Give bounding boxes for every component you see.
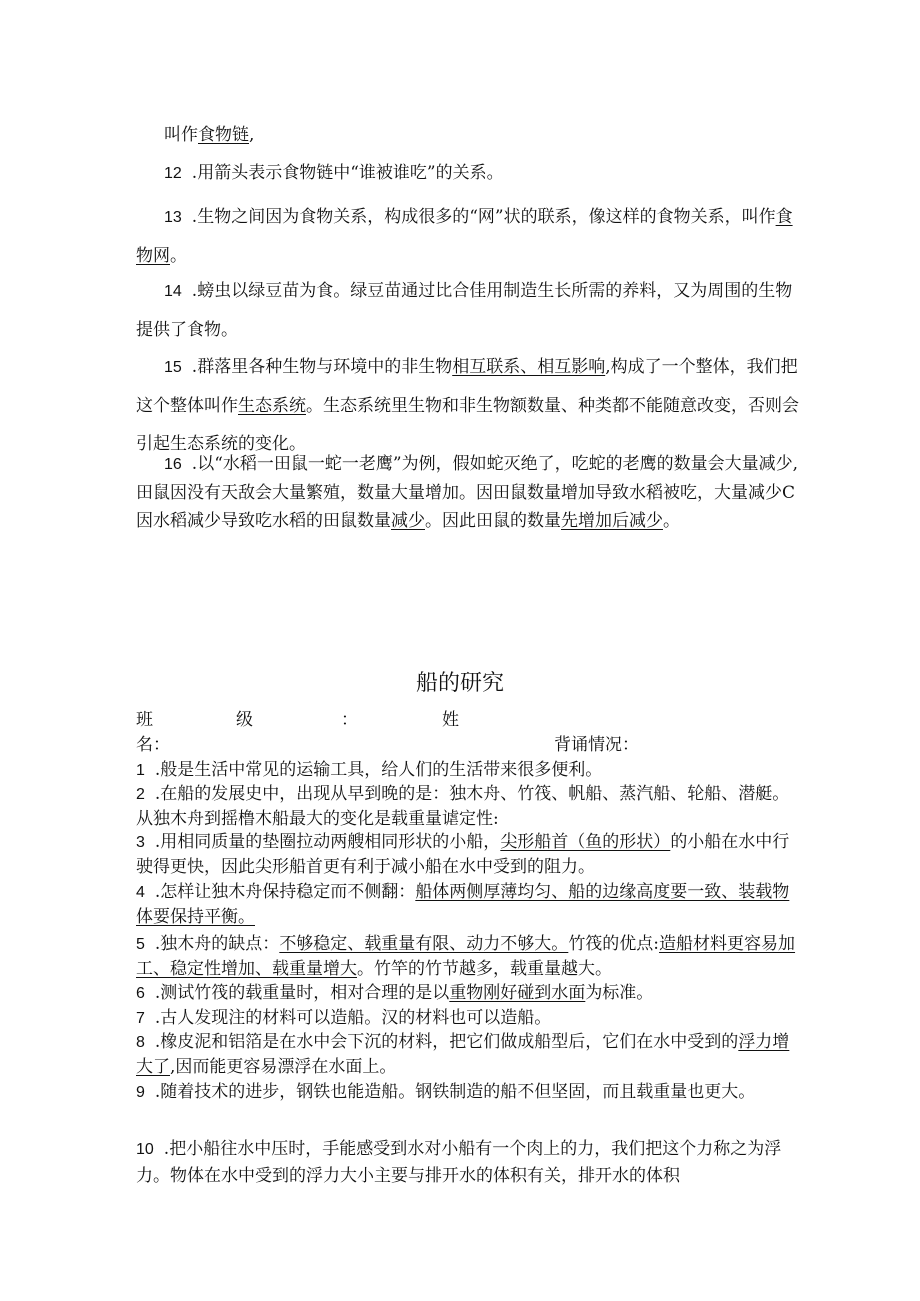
- text: 竹筏的优点:: [568, 934, 660, 954]
- text: 的小船在水中行驶得更快，因此尖形船首更有利于减小船在水中受到的阻力。: [136, 832, 790, 877]
- text: .随着技术的进步，钢铁也能造船。钢铁制造的船不但坚固，而且载重量也更大。: [154, 1082, 756, 1102]
- item-number: 10: [136, 1141, 154, 1158]
- text: 。生态系统里生物和非生物额数量、种类都不能随意改变，否则会引起生态系统的变化。: [136, 396, 799, 454]
- label-name: 名：: [136, 735, 170, 755]
- text: 。竹竿的竹节越多，载重量越大。: [357, 959, 612, 979]
- answer-underlined: 食物链: [198, 125, 249, 145]
- item-number: 2: [136, 786, 145, 803]
- item-3: [136, 830, 806, 879]
- answer-underlined: 相互联系、相互影响: [452, 357, 606, 377]
- item-number: 7: [136, 1010, 145, 1027]
- answer-underlined: 食物网: [136, 207, 793, 266]
- answer-underlined: 尖形船首（鱼的形状）: [500, 832, 671, 852]
- text: .古人发现注的材料可以造船。汉的材料也可以造船。: [154, 1008, 552, 1028]
- text: 。: [663, 511, 680, 531]
- item-5: [136, 932, 806, 981]
- item-number: 14: [164, 283, 182, 300]
- item-number: 12: [164, 165, 182, 182]
- text: .以“水稻一田鼠一蛇一老鹰”为例，假如蛇灭绝了，吃蛇的老鹰的数量会大量减少,田鼠因没有天敌会大量繁殖，数量大量增加。因田鼠数量增加导致水稻被吃，大量减少C因水稻减少导致吃水稻的田鼠数量: [136, 454, 798, 531]
- item-2: [136, 782, 806, 831]
- item-number: 9: [136, 1084, 145, 1101]
- item-1: [136, 758, 806, 783]
- text: 叫作: [164, 125, 198, 145]
- text: .群落里各种生物与环境中的非生物: [191, 357, 453, 377]
- item-number: 5: [136, 936, 145, 953]
- text: .独木舟的缺点：: [154, 934, 280, 954]
- section-title: 船的研究: [415, 671, 504, 696]
- text: 。: [170, 246, 187, 266]
- text: .般是生活中常见的运输工具，给人们的生活带来很多便利。: [154, 760, 603, 780]
- label-ji: 级: [236, 710, 253, 730]
- label-ban: 班: [136, 710, 153, 730]
- item-number: 8: [136, 1034, 145, 1051]
- paragraph-13: [136, 198, 806, 275]
- item-number: 1: [136, 762, 145, 779]
- paragraph-15: [136, 348, 806, 463]
- label-xing: 姓: [442, 710, 459, 730]
- answer-underlined: 先增加后减少: [561, 511, 663, 531]
- item-7: [136, 1006, 806, 1031]
- text: .怎样让独木舟保持稳定而不侧翻：: [154, 882, 416, 902]
- answer-underlined: 浮力增大了: [136, 1032, 790, 1077]
- label-colon: ：: [341, 710, 358, 730]
- item-number: 3: [136, 834, 145, 851]
- item-4: [136, 880, 806, 929]
- text: 为标准。: [585, 983, 654, 1003]
- paragraph-11-continued: [136, 116, 806, 154]
- info-line-1: [136, 708, 806, 732]
- item-number: 6: [136, 985, 145, 1002]
- text: .用箭头表示食物链中“谁被谁吃”的关系。: [191, 163, 504, 183]
- text: .在船的发展史中，出现从早到晚的是：独木舟、竹筏、帆船、蒸汽船、轮船、潜艇。从独木舟到摇橹木船最大的变化是载重量谑定性:: [136, 784, 790, 829]
- item-8: [136, 1030, 806, 1079]
- text: 。因此田鼠的数量: [425, 511, 561, 531]
- item-number: 13: [164, 209, 182, 226]
- paragraph-16: [136, 450, 806, 535]
- text: .螃虫以绿豆苗为食。绿豆苗通过比合佳用制造生长所需的养料，又为周围的生物提供了食物。: [136, 281, 793, 340]
- item-number: 4: [136, 884, 145, 901]
- text: .测试竹筏的载重量时，相对合理的是以: [154, 983, 450, 1003]
- item-6: [136, 981, 806, 1006]
- text: .把小船往水中压时，手能感受到水对小船有一个肉上的力，我们把这个力称之为浮力。物体在水中受到的浮力大小主要与排开水的体积有关，排开水的体积: [136, 1139, 782, 1186]
- text: .橡皮泥和铝箔是在水中会下沉的材料，把它们做成船型后，它们在水中受到的: [154, 1032, 739, 1052]
- answer-underlined: 不够稳定、载重量有限、动力不够大。: [279, 934, 569, 954]
- answer-underlined: 船体两侧厚薄均匀、船的边缘高度要一致、装载物体要保持平衡。: [136, 882, 790, 927]
- item-number: 16: [164, 456, 182, 473]
- item-number: 15: [164, 359, 182, 376]
- answer-underlined: 重物刚好碰到水面: [449, 983, 586, 1003]
- paragraph-14: [136, 272, 806, 349]
- answer-underlined: 生态系统: [238, 396, 306, 416]
- text: ,因而能更容易漂浮在水面上。: [170, 1057, 397, 1077]
- text: ,构成了一个整体，我们把这个整体叫作: [136, 357, 798, 416]
- text: .用相同质量的垫圈拉动两艘相同形状的小船，: [154, 832, 501, 852]
- text: ,: [249, 125, 255, 145]
- info-line-2: [136, 733, 806, 757]
- answer-underlined: 减少: [391, 511, 425, 531]
- text: .生物之间因为食物关系，构成很多的“网”状的联系，像这样的食物关系，叫作: [191, 207, 776, 227]
- answer-underlined: 造船材料更容易加工、稳定性增加、载重量增大: [136, 934, 796, 979]
- label-recitation: 背诵情况：: [554, 735, 639, 755]
- item-9: [136, 1080, 806, 1105]
- item-10: [136, 1136, 806, 1189]
- paragraph-12: [136, 154, 806, 193]
